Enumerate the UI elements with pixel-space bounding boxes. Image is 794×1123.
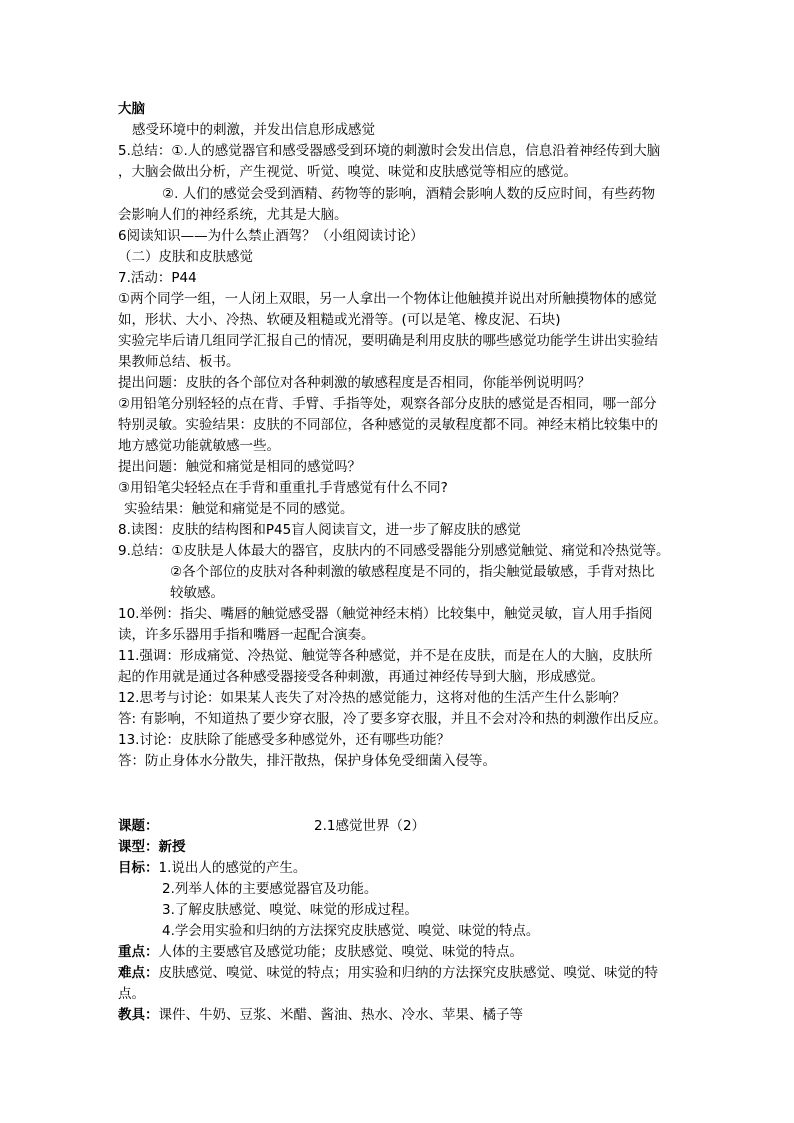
discussion-13: 13.讨论：皮肤除了能感受多种感觉外，还有哪些功能？: [118, 732, 450, 748]
tools-value: 课件、牛奶、豆浆、米醋、酱油、热水、冷水、苹果、橘子等: [158, 1007, 523, 1023]
teaching-tools: [118, 1005, 523, 1025]
experiment-report-line2: 果教师总结、板书。: [118, 354, 240, 370]
key-points: [118, 942, 523, 962]
activity-step2-line1: ②用铅笔分别轻轻的点在背、手臂、手指等处，观察各部分皮肤的感觉是否相同，哪一部分: [118, 396, 657, 412]
answer-13: 答：防止身体水分散失，排汗散热，保护身体免受细菌入侵等。: [118, 753, 496, 769]
diff-label: 难点：: [118, 965, 159, 981]
key-value: 人体的主要感官及感觉功能；皮肤感觉、嗅觉、味觉的特点。: [158, 944, 523, 960]
difficulties-cont: 点。: [118, 986, 145, 1002]
question-1: 提出问题：皮肤的各个部位对各种刺激的敏感程度是否相同，你能举例说明吗？: [118, 375, 591, 391]
summary-9-line2: ②各个部位的皮肤对各种刺激的敏感程度是不同的，指尖触觉最敏感，手背对热比: [170, 564, 655, 580]
diff-value: 皮肤感觉、嗅觉、味觉的特点；用实验和归纳的方法探究皮肤感觉、嗅觉、味觉的特: [158, 965, 658, 981]
summary-5-point2-line1: ②. 人们的感觉会受到酒精、药物等的影响，酒精会影响人数的反应时间，有些药物: [162, 186, 656, 202]
reading-6: 6阅读知识——为什么禁止酒驾？（小组阅读讨论）: [118, 228, 424, 244]
lesson-type: [118, 837, 186, 857]
goal-1: 1.说出人的感觉的产生。: [158, 860, 307, 876]
emphasis-11-line1: 11.强调：形成痛觉、冷热觉、触觉等各种感觉，并不是在皮肤，而是在人的大脑，皮肤所: [118, 648, 653, 664]
example-10-line1: 10.举例：指尖、嘴唇的触觉感受器（触觉神经末梢）比较集中，触觉灵敏，盲人用手指阅: [118, 606, 653, 622]
goal-2: 2.列举人体的主要感觉器官及功能。: [162, 881, 378, 897]
topic-label: 课题：: [118, 818, 159, 834]
example-10-line2: 读，许多乐器用手指和嘴唇一起配合演奏。: [118, 627, 375, 643]
summary-9-line1: 9.总结：①皮肤是人体最大的器官，皮肤内的不同感受器能分别感觉触觉、痛觉和冷热觉等。: [118, 543, 670, 559]
summary-9-line3: 较敏感。: [170, 585, 224, 601]
read-figure-8: 8.读图：皮肤的结构图和P45盲人阅读盲文，进一步了解皮肤的感觉: [118, 522, 521, 538]
emphasis-11-line2: 起的作用就是通过各种感受器接受各种刺激，再通过神经传导到大脑，形成感觉。: [118, 669, 604, 685]
goal-label: 目标：: [118, 860, 159, 876]
question-2: 提出问题：触觉和痛觉是相同的感觉吗？: [118, 459, 361, 475]
answer-12: 答: 有影响，不知道热了要少穿衣服，冷了要多穿衣服，并且不会对冷和热的刺激作出反应。: [118, 711, 667, 727]
type-label: 课型：: [118, 839, 159, 855]
activity-step3: ③用铅笔尖轻轻点在手背和重重扎手背感觉有什么不同?: [118, 480, 448, 496]
experiment-report-line1: 实验完毕后请几组同学汇报自己的情况，要明确是利用皮肤的哪些感觉功能学生讲出实验结: [118, 333, 658, 349]
activity-step2-line3: 地方感觉功能就敏感一些。: [118, 438, 280, 454]
topic-title: 2.1感觉世界（2）: [314, 818, 426, 834]
tools-label: 教具：: [118, 1007, 159, 1023]
activity-step1-line1: ①两个同学一组，一人闭上双眼，另一人拿出一个物体让他触摸并说出对所触摸物体的感觉: [118, 291, 657, 307]
key-label: 重点：: [118, 944, 159, 960]
activity-7: 7.活动：P44: [118, 270, 197, 286]
goal-4: 4.学会用实验和归纳的方法探究皮肤感觉、嗅觉、味觉的特点。: [162, 923, 540, 939]
type-value: 新授: [158, 839, 186, 855]
brain-function: 感受环境中的刺激，并发出信息形成感觉: [132, 122, 375, 138]
activity-step2-line2: 特别灵敏。实验结果：皮肤的不同部位，各种感觉的灵敏程度都不同。神经末梢比较集中的: [118, 417, 658, 433]
discussion-12: 12.思考与讨论：如果某人丧失了对冷热的感觉能力，这将对他的生活产生什么影响？: [118, 690, 626, 706]
experiment-result: 实验结果：触觉和痛觉是不同的感觉。: [124, 501, 354, 517]
goal-3: 3.了解皮肤感觉、嗅觉、味觉的形成过程。: [162, 902, 418, 918]
section-skin-heading: （二）皮肤和皮肤感觉: [118, 249, 253, 265]
heading-brain: 大脑: [118, 101, 145, 117]
summary-5-point2-line2: 会影响人们的神经系统，尤其是大脑。: [118, 207, 348, 223]
difficulties: [118, 963, 658, 983]
activity-step1-line2: 如，形状、大小、冷热、软硬及粗糙或光滑等。(可以是笔、橡皮泥、石块): [118, 312, 561, 328]
goal-row-1: [118, 858, 306, 878]
summary-5-line2: ，大脑会做出分析，产生视觉、听觉、嗅觉、味觉和皮肤感觉等相应的感觉。: [118, 164, 577, 180]
summary-5-line1: 5.总结：①.人的感觉器官和感受器感受到环境的刺激时会发出信息，信息沿着神经传到大脑: [118, 143, 661, 159]
